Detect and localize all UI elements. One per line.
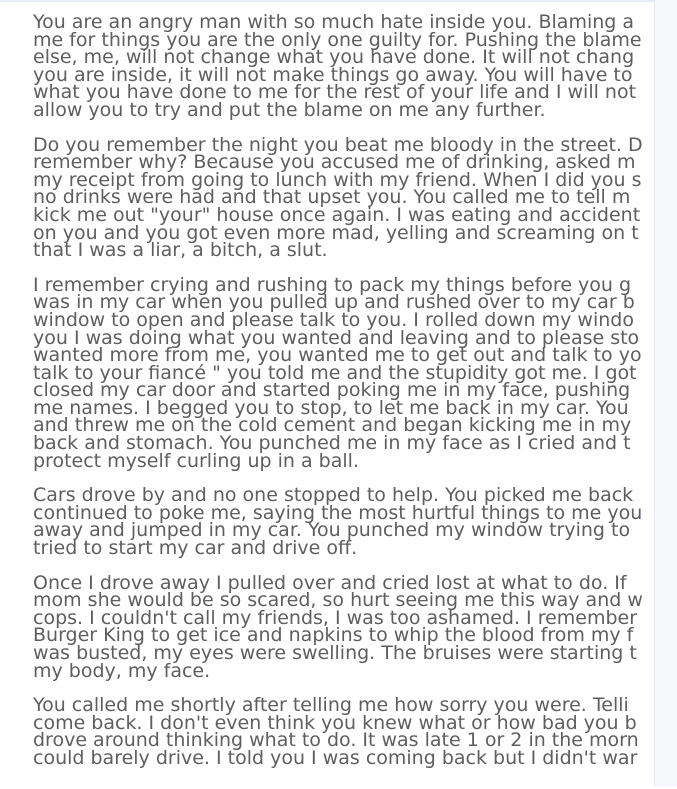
text-line: away and jumped in my car. You punched my window trying to (33, 519, 631, 542)
text-line: tried to start my car and drive off. (33, 537, 358, 560)
text-line: back and stomach. You punched me in my face as I cried and t (33, 432, 631, 455)
text-line: you I was doing what you wanted and leaving and to please sto (33, 326, 640, 349)
text-line: You called me shortly after telling me how sorry you were. Telli (33, 694, 629, 717)
text-line: Burger King to get ice and napkins to whip the blood from my f (33, 624, 634, 647)
paragraph-3 (33, 273, 654, 472)
text-line: could barely drive. I told you I was coming back but I didn't war (33, 746, 638, 769)
text-line: remember why? Because you accused me of drinking, asked m (33, 151, 636, 174)
text-line: closed my car door and started poking me in my face, pushing (33, 379, 631, 402)
text-line: on you and you got even more mad, yelling and screaming on t (33, 221, 639, 244)
text-line: mom she would be so scared, so hurt seeing me this way and w (33, 589, 643, 612)
text-line: allow you to try and put the blame on me any further. (33, 98, 546, 121)
text-line: you are inside, it will not make things go away. You will have to (33, 63, 633, 86)
text-line: cops. I couldn't call my friends, I was too ashamed. I remember (33, 606, 638, 629)
text-line: and threw me on the cold cement and began kicking me in my (33, 414, 632, 437)
text-line: my receipt from going to lunch with my friend. When I did you s (33, 168, 642, 191)
text-line: Cars drove by and no one stopped to help. You picked me back (33, 484, 634, 507)
paragraph-6 (33, 694, 654, 769)
text-line: talk to your fiancé " you told me and the stupidity got me. I got (33, 361, 637, 384)
text-line: me for things you are the only one guilty for. Pushing the blame (33, 28, 642, 51)
text-line: was busted, my eyes were swelling. The bruises were starting t (33, 642, 637, 664)
text-line: protect myself curling up in a ball. (33, 449, 359, 472)
scrollbar-track[interactable] (654, 0, 677, 787)
document-text (33, 11, 654, 785)
text-line: wanted more from me, you wanted me to get out and talk to yo (33, 344, 642, 367)
text-line: come back. I don't even think you knew what or how bad you b (33, 711, 637, 734)
text-line: was in my car when you pulled up and rushed over to my car b (33, 291, 635, 314)
text-line: what you have done to me for the rest of your life and I will not (33, 81, 637, 104)
text-line: that I was a liar, a bitch, a slut. (33, 239, 328, 262)
text-line: else, me, will not change what you have done. It will not chang (33, 46, 635, 69)
text-line: window to open and please talk to you. I rolled down my windo (33, 308, 634, 331)
paragraph-5 (33, 571, 654, 682)
text-line: You are an angry man with so much hate inside you. Blaming a (33, 11, 635, 33)
text-line: kick me out "your" house once again. I was eating and accident (33, 203, 641, 226)
text-line: my body, my face. (33, 659, 211, 682)
text-line: Do you remember the night you beat me bloody in the street. D (33, 133, 643, 156)
paragraph-4 (33, 484, 654, 560)
text-line: me names. I begged you to stop, to let me back in my car. You (33, 396, 629, 419)
text-line: continued to poke me, saying the most hurtful things to me you (33, 501, 643, 524)
text-line: drove around thinking what to do. It was late 1 or 2 in the morn (33, 729, 639, 752)
text-line: I remember crying and rushing to pack my things before you g (33, 273, 632, 296)
text-line: Once I drove away I pulled over and cried lost at what to do. If (33, 571, 627, 594)
paragraph-2 (33, 133, 654, 262)
text-line: no drinks were had and that upset you. You called me to tell m (33, 186, 631, 209)
paragraph-1 (33, 11, 654, 121)
